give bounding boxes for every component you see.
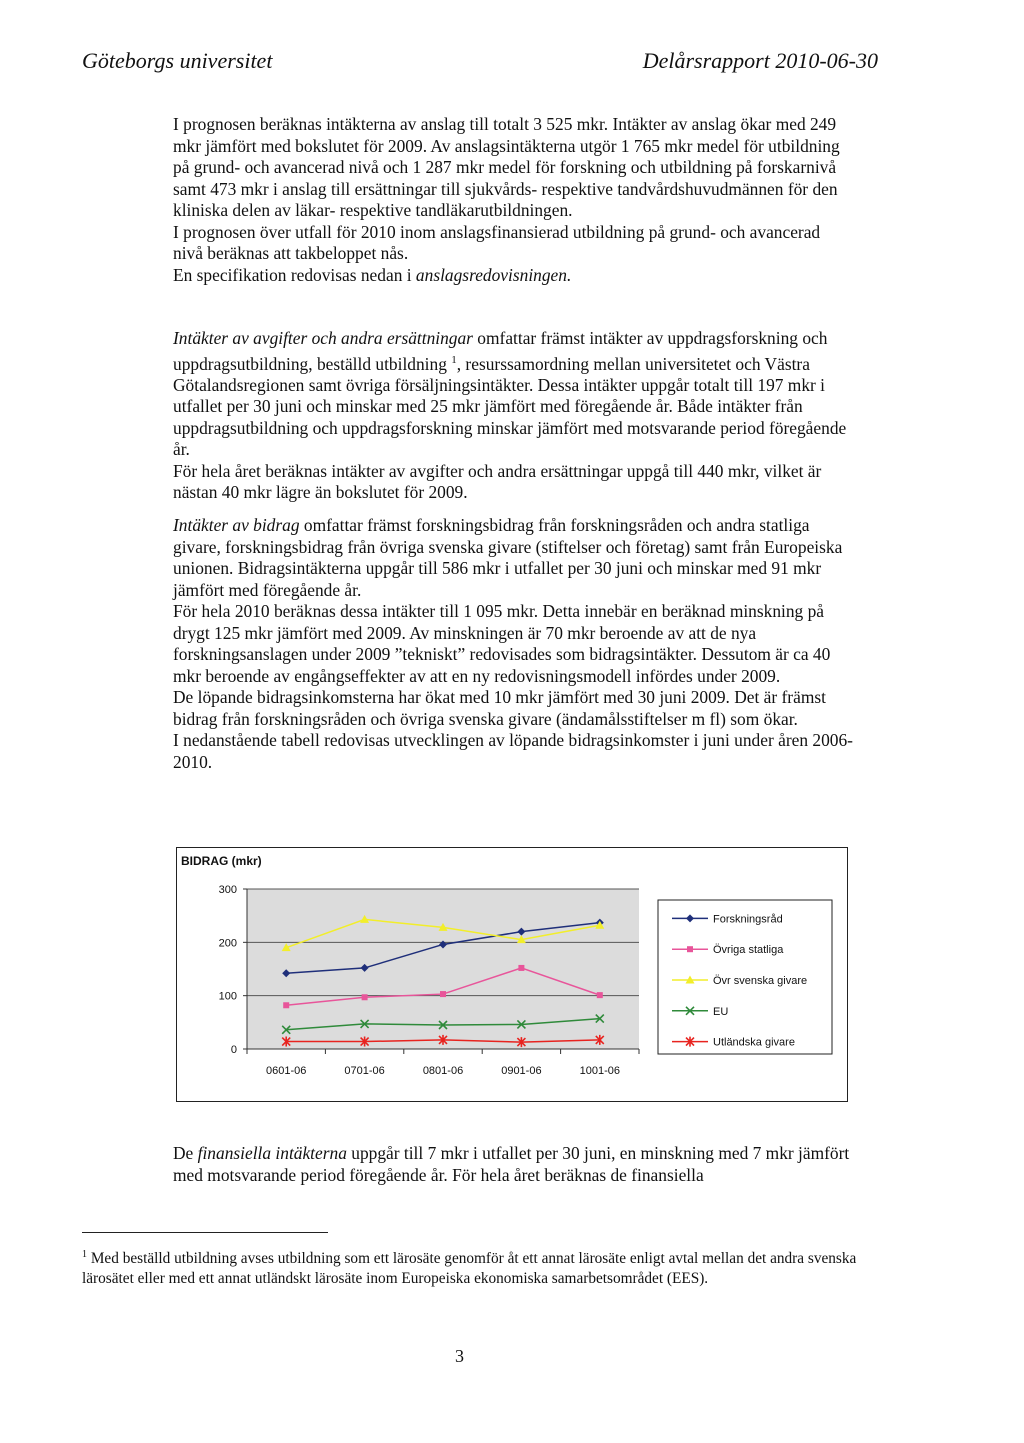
paragraph-text: För hela 2010 beräknas dessa intäkter till 1 095 mkr. Detta innebär en beräknad minskning på drygt 125 mkr jämfört med 2009. Av minskningen är 70 mkr beroende av att de nya forskningsanslagen under 2009 ”tekniskt” redovisades som bidragsintäkter. Dessutom är ca 40 mkr beroende av engångseffekter av att en ny redovisningsmodell infördes under 2009. bbox=[173, 601, 831, 686]
italic-term: Intäkter av bidrag bbox=[173, 515, 300, 535]
paragraph-text: I nedanstående tabell redovisas utvecklingen av löpande bidragsinkomster i juni under åren 2006-2010. bbox=[173, 730, 853, 772]
x-tick-label: 0601-06 bbox=[266, 1065, 307, 1077]
paragraph-text bbox=[173, 515, 853, 601]
legend-label: Forskningsråd bbox=[713, 913, 783, 926]
chart-title: BIDRAG (mkr) bbox=[181, 854, 262, 868]
x-tick-label: 0801-06 bbox=[422, 1065, 464, 1077]
paragraph-text: I prognosen beräknas intäkterna av anslag till totalt 3 525 mkr. Intäkter av anslag ökar med 249 mkr jämfört med bokslutet för 2009. Av anslagsintäkterna utgör 1 765 mkr medel för utbildning på grund- och avancerad nivå och 1 287 mkr medel för forskning och utbildning på forskarnivå samt 473 mkr i anslag till ersättningar till sjukvårds- respektive tandvårdshuvudmännen för den kliniska delen av läkar- respektive tandläkarutbildningen. bbox=[173, 114, 840, 220]
legend-marker bbox=[687, 946, 693, 952]
footnote-divider bbox=[82, 1232, 328, 1233]
paragraph-anslag bbox=[173, 114, 853, 286]
paragraph-text: I prognosen över utfall för 2010 inom anslagsfinansierad utbildning på grund- och avancerad nivå beräknas att takbeloppet nås. bbox=[173, 221, 821, 263]
data-point bbox=[362, 994, 368, 1000]
paragraph-text: För hela året beräknas intäkter av avgifter och andra ersättningar uppgå till 440 mkr, vilket är nästan 40 mkr lägre än bokslutet för 2009. bbox=[173, 460, 822, 503]
paragraph-avgifter bbox=[173, 328, 853, 504]
y-tick-label: 300 bbox=[218, 884, 237, 896]
y-tick-label: 0 bbox=[230, 1044, 237, 1056]
text-span: uppgår till 7 mkr i utfallet per 30 juni, en minskning med 7 mkr jämfört med motsvarande period föregående år. För hela året beräknas de finansiella bbox=[173, 1143, 850, 1185]
legend-label: Utländska givare bbox=[713, 1036, 795, 1049]
paragraph-text bbox=[173, 265, 853, 287]
footnote-ref: 1 bbox=[451, 353, 457, 366]
header-report-date: Delårsrapport 2010-06-30 bbox=[642, 48, 878, 73]
data-point bbox=[283, 1002, 289, 1008]
paragraph-text bbox=[173, 1143, 853, 1186]
x-tick-label: 0701-06 bbox=[344, 1065, 385, 1077]
footnote bbox=[82, 1245, 882, 1288]
legend-label: EU bbox=[713, 1005, 729, 1018]
data-point bbox=[440, 991, 446, 997]
paragraph-finansiella bbox=[173, 1143, 853, 1186]
paragraph-text bbox=[173, 328, 853, 461]
chart-svg bbox=[177, 848, 847, 1101]
italic-term: Intäkter av avgifter och andra ersättningar bbox=[173, 328, 473, 348]
italic-term: anslagsredovisningen. bbox=[415, 264, 572, 285]
bidrag-chart bbox=[176, 847, 848, 1102]
text-span: De bbox=[173, 1143, 198, 1163]
x-tick-label: 1001-06 bbox=[579, 1065, 620, 1077]
page-number: 3 bbox=[455, 1346, 464, 1366]
paragraph-text: De löpande bidragsinkomsterna har ökat med 10 mkr jämfört med 30 juni 2009. Det är främst bidrag från forskningsråden och övriga svenska givare (ändamålsstiftelser m fl) som ökar. bbox=[173, 687, 826, 729]
paragraph-bidrag bbox=[173, 515, 853, 773]
header-university: Göteborgs universitet bbox=[82, 48, 273, 73]
footnote-text: Med beställd utbildning avses utbildning som ett lärosäte genomför åt ett annat lärosäte enligt avtal mellan det andra svenska lärosätet eller med ett annat utländskt lärosäte inom Europeiska ekonomiska samarbetsområdet (EES). bbox=[82, 1250, 857, 1287]
text-span: omfattar främst intäkter av uppdragsforskning och uppdragsutbildning, beställd utbildning bbox=[173, 328, 828, 374]
italic-term: finansiella intäkterna bbox=[197, 1143, 347, 1163]
y-tick-label: 200 bbox=[218, 937, 237, 950]
legend-label: Övriga statliga bbox=[713, 944, 784, 957]
text-span: , resurssamordning mellan universitetet och Västra Götalandsregionen samt övriga försäljningsintäkter. Dessa intäkter uppgår totalt till 197 mkr i utfallet per 30 juni och minskar med 25 mkr jämfört med föregående år. Både intäkter från uppdragsutbildning och uppdragsforskning minskar jämfört med motsvarande period föregående år. bbox=[173, 353, 847, 460]
text-span: En specifikation redovisas nedan i bbox=[173, 264, 416, 285]
legend-label: Övr svenska givare bbox=[713, 975, 808, 987]
x-tick-label: 0901-06 bbox=[501, 1065, 542, 1077]
data-point bbox=[597, 992, 603, 998]
data-point bbox=[518, 965, 524, 971]
y-tick-label: 100 bbox=[218, 990, 237, 1003]
footnote-marker: 1 bbox=[82, 1249, 87, 1260]
text-span: omfattar främst forskningsbidrag från forskningsråden och andra statliga givare, forskningsbidrag från övriga svenska givare (stiftelser och företag) samt från Europeiska unionen. Bidragsintäkterna uppgår till 586 mkr i utfallet per 30 juni och minskar med 91 mkr jämfört med föregående år. bbox=[173, 515, 843, 600]
